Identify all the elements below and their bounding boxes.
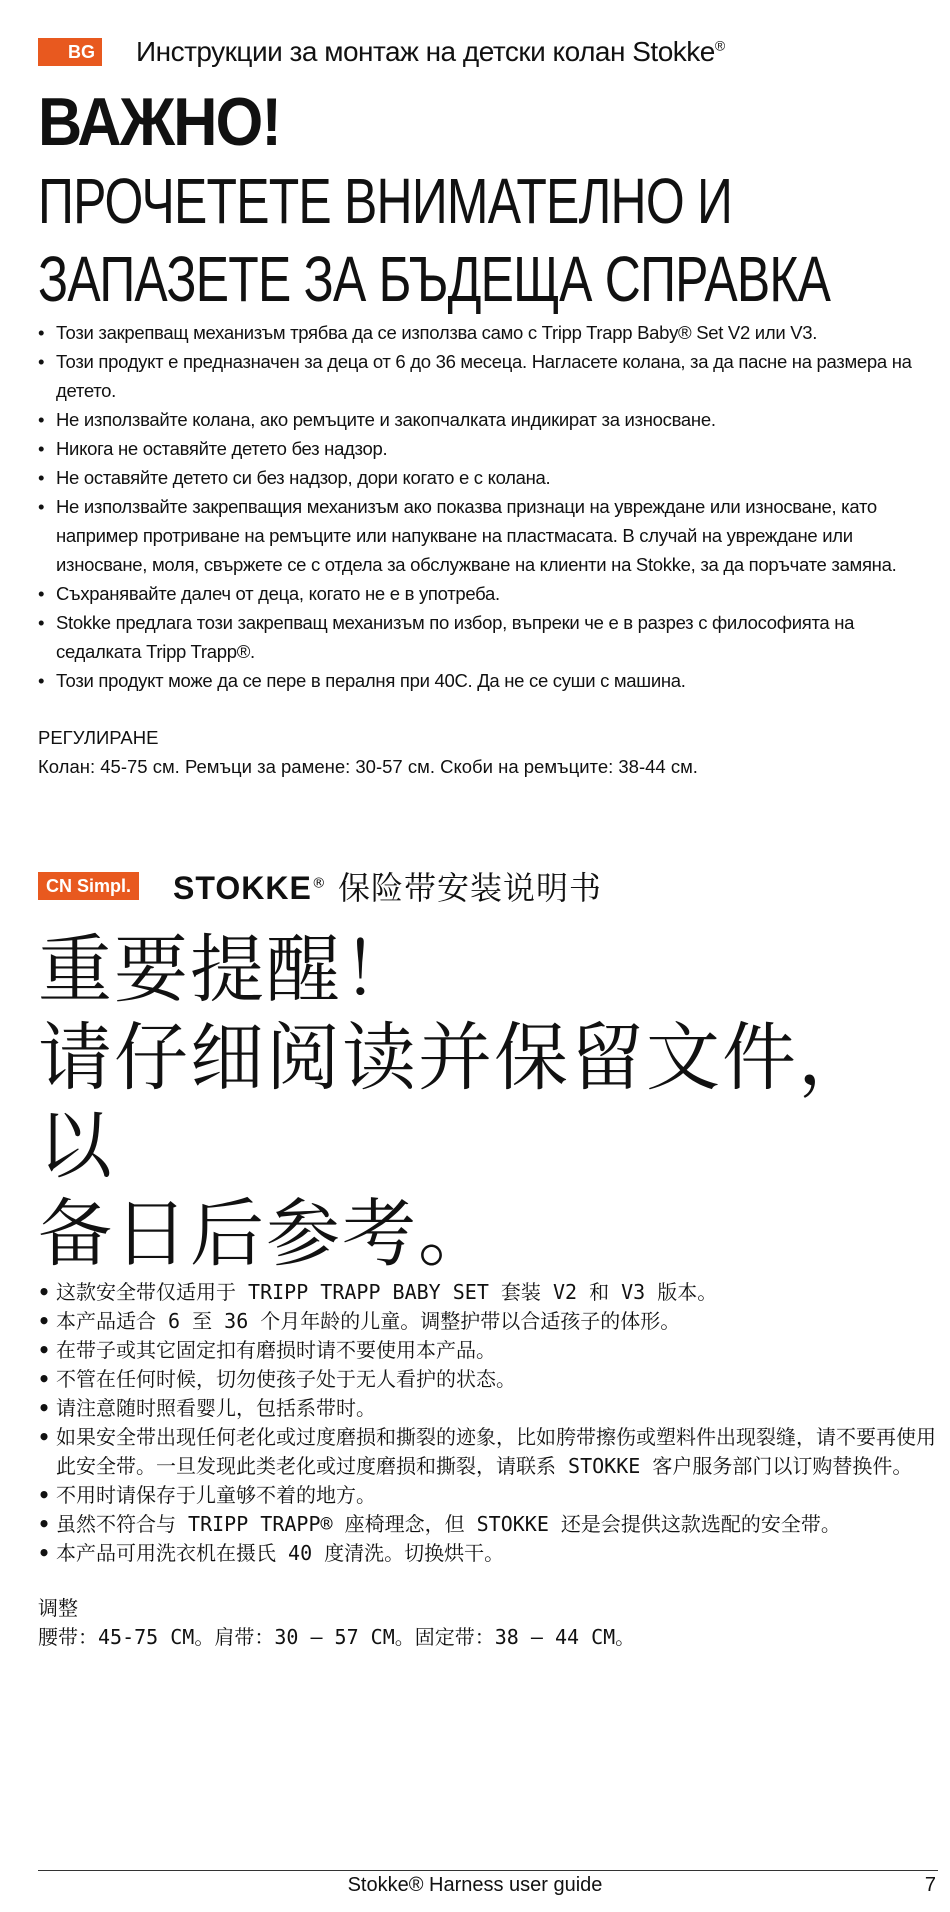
- list-item: • Този продукт е предназначен за деца от 6 до 36 месеца. Нагласете колана, за да пасне на размера на детето.: [38, 347, 938, 405]
- footer-title: Stokke® Harness user guide: [347, 1874, 603, 1896]
- bg-adjust-heading: РЕГУЛИРАНЕ: [38, 727, 159, 748]
- list-item: • Този продукт може да се пере в пералня при 40С. Да не се суши с машина.: [38, 666, 938, 695]
- cn-header: [38, 868, 938, 907]
- cn-language-badge: CN Simpl.: [38, 872, 139, 900]
- page-number: 7: [924, 1874, 936, 1896]
- list-item: • 不管在任何时候，切勿使孩子处于无人看护的状态。: [38, 1365, 938, 1394]
- bg-read-line-2: ЗАПАЗЕТЕ ЗА БЪДЕЩА СПРАВКА: [38, 243, 831, 315]
- list-item: • Stokke предлага този закрепващ механизъм по избор, въпреки че е в разрез с философията на седалката Tripp Trapp®.: [38, 608, 938, 666]
- list-item: • Никога не оставяйте детето без надзор.: [38, 434, 938, 463]
- bg-doc-title: Инструкции за монтаж на детски колан Stokke®: [136, 36, 725, 67]
- bg-section: [38, 34, 938, 781]
- list-item: • Не използвайте закрепващия механизъм ако показва признаци на увреждане или износване, като например протриване на ремъците или напукване на пластмасата. В случай на увреждане или износване, моля, свържете се с отдела за обслужване на клиенти на Stokke, за да поръчате замяна.: [38, 492, 938, 579]
- cn-adjust-text: 腰带：45-75 CM。肩带：30 – 57 CM。固定带：38 – 44 CM。: [38, 1625, 636, 1649]
- cn-bullet-list: [38, 1278, 938, 1568]
- list-item: • 本产品适合 6 至 36 个月年龄的儿童。调整护带以合适孩子的体形。: [38, 1307, 938, 1336]
- list-item: • Не използвайте колана, ако ремъците и закопчалката индикират за износване.: [38, 405, 938, 434]
- cn-doc-title: STOKKE® 保险带安装说明书: [173, 869, 602, 907]
- cn-adjust-heading: 调整: [38, 1596, 78, 1620]
- cn-read-line-2: 备日后参考。: [38, 1191, 494, 1277]
- list-item: • 不用时请保存于儿童够不着的地方。: [38, 1481, 938, 1510]
- list-item: • 本产品可用洗衣机在摄氏 40 度清洗。切换烘干。: [38, 1539, 938, 1568]
- footer-divider: [38, 1870, 938, 1871]
- list-item: • 请注意随时照看婴儿，包括系带时。: [38, 1394, 938, 1423]
- bg-adjust-text: Колан: 45-75 см. Ремъци за рамене: 30-57 см. Скоби на ремъците: 38-44 см.: [38, 756, 698, 777]
- cn-section: [38, 868, 938, 1652]
- bg-read-line-1: ПРОЧЕТЕТЕ ВНИМАТЕЛНО И: [38, 165, 733, 237]
- list-item: • 虽然不符合与 TRIPP TRAPP® 座椅理念，但 STOKKE 还是会提供这款选配的安全带。: [38, 1510, 938, 1539]
- cn-read-line-1: 请仔细阅读并保留文件，以: [38, 1015, 874, 1189]
- list-item: • 如果安全带出现任何老化或过度磨损和撕裂的迹象，比如胯带擦伤或塑料件出现裂缝，请不要再使用此安全带。一旦发现此类老化或过度磨损和撕裂，请联系 STOKKE 客户服务部门以订购替换件。: [38, 1423, 938, 1481]
- list-item: • Този закрепващ механизъм трябва да се използва само с Tripp Trapp Baby® Set V2 или V3.: [38, 318, 938, 347]
- list-item: • Съхранявайте далеч от деца, когато не е в употреба.: [38, 579, 938, 608]
- list-item: • 在带子或其它固定扣有磨损时请不要使用本产品。: [38, 1336, 938, 1365]
- bg-language-badge: BG: [38, 38, 102, 66]
- bg-important-heading: ВАЖНО!: [38, 84, 281, 160]
- bg-bullet-list: [38, 318, 938, 695]
- cn-important-heading: 重要提醒！: [38, 927, 418, 1013]
- list-item: • 这款安全带仅适用于 TRIPP TRAPP BABY SET 套装 V2 和 V3 版本。: [38, 1278, 938, 1307]
- list-item: • Не оставяйте детето си без надзор, дори когато е с колана.: [38, 463, 938, 492]
- bg-header: [38, 34, 938, 70]
